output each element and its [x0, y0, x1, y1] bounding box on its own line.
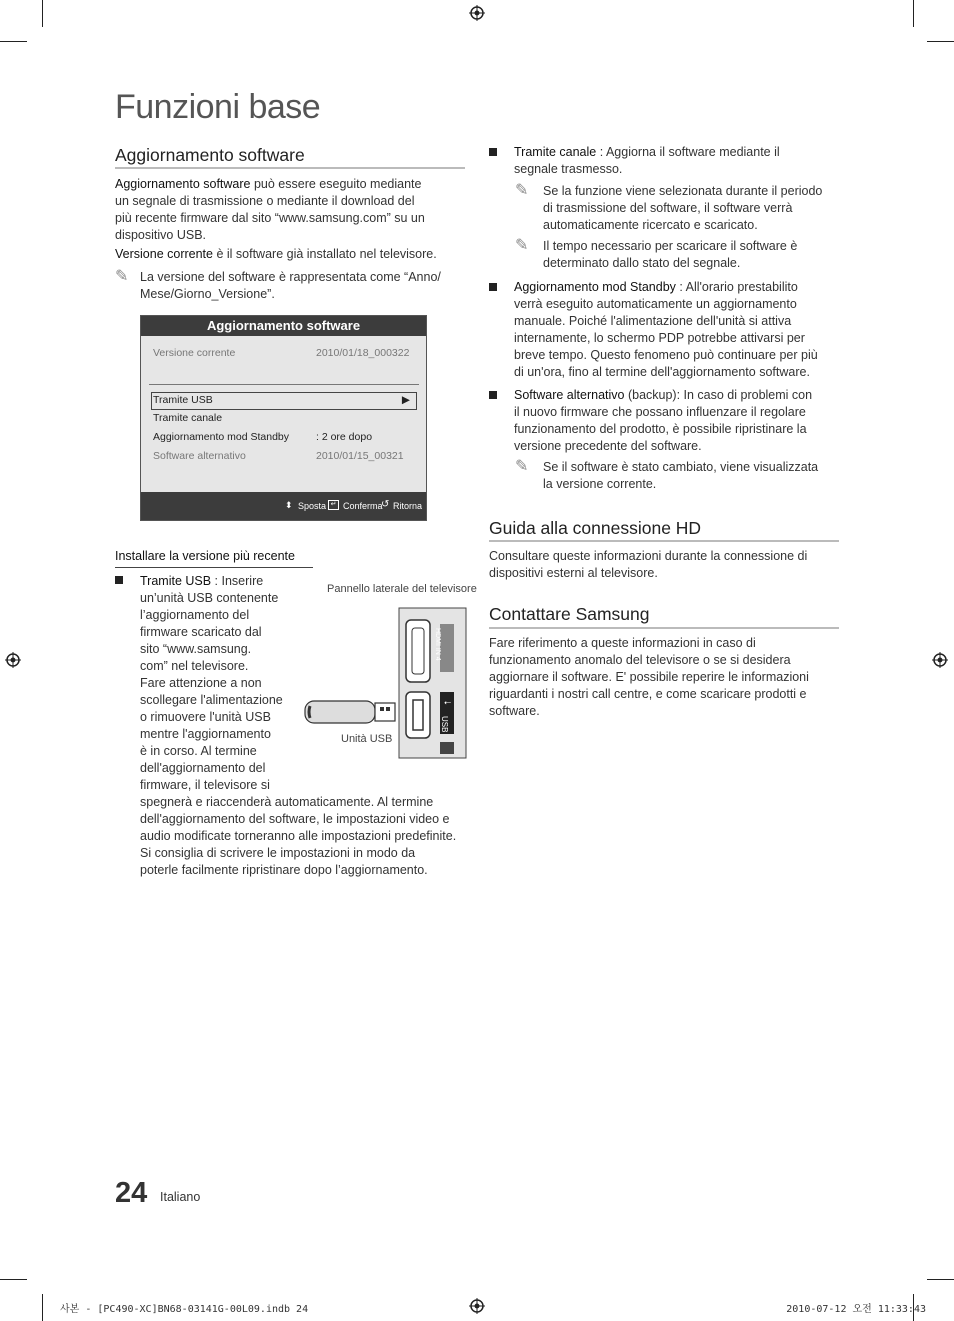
- osd-header: Aggiornamento software: [141, 316, 426, 336]
- osd-footer: ⬍ Sposta ↵ Conferma ↺ Ritorna: [141, 492, 426, 520]
- section-heading-hd: Guida alla connessione HD: [489, 518, 702, 538]
- usb-caption: Unità USB: [341, 733, 393, 745]
- standby-text: Aggiornamento mod Standby : All'orario prestabilito verrà eseguito automaticamente un aggiornamento manuale. Poiché l'alimentazione dell'unità si attiva internamente, lo schermo PDP potrebbe attivarsi per breve tempo. Questo fenomeno può continuare per più di un'ora, fino al termine dell'aggiornamento software.: [514, 280, 818, 379]
- channel-note-1: Se la funzione viene selezionata durante il periodo di trasmissione del software, il software verrà automaticamente ricercato e scaricato.: [543, 184, 823, 232]
- usb-symbol-icon: ⭠: [444, 697, 452, 707]
- bullet-square-icon: [489, 283, 497, 291]
- crop-mark: [927, 1279, 954, 1280]
- bullet-square-icon: [489, 391, 497, 399]
- bold-term: Tramite canale: [514, 145, 597, 159]
- osd-current-value: 2010/01/18_000322: [316, 347, 410, 359]
- crop-mark: [913, 0, 914, 27]
- arrow-right-icon: ▶: [401, 394, 410, 406]
- page-number: 24: [115, 1177, 148, 1209]
- version-note: La versione del software è rappresentata come “Anno/ Mese/Giorno_Versione”.: [140, 270, 441, 301]
- osd-current-label: Versione corrente: [153, 347, 236, 359]
- usb-illustration: [300, 606, 470, 760]
- enter-icon: ↵: [328, 500, 339, 510]
- install-usb-text-narrow: Tramite USB : Inserire un’unità USB contenente l’aggiornamento del firmware scaricato dal sito “www.samsung. com” nel televisore. Fare attenzione a non scollegare l'alimentazione o rimuovere l'unità USB mentre l'aggiornamento è in corso. Al termine dell'aggiornamento del firmware, il televisore si: [140, 574, 283, 792]
- bold-term: Tramite USB: [140, 574, 212, 588]
- heading-rule: [489, 627, 839, 629]
- bold-term: Software alternativo: [514, 388, 625, 402]
- install-heading: Installare la versione più recente: [115, 549, 295, 563]
- note-pencil-icon: ✎: [115, 268, 129, 285]
- osd-item-usb[interactable]: Tramite USB ▶: [151, 392, 417, 410]
- bold-term: Aggiornamento software: [115, 177, 251, 191]
- updown-icon: ⬍: [285, 500, 293, 510]
- section-heading-samsung: Contattare Samsung: [489, 604, 650, 624]
- hdmi-port-label: HDMI IN 4: [434, 628, 441, 661]
- alternative-note: Se il software è stato cambiato, viene visualizzata la versione corrente.: [543, 460, 819, 491]
- osd-item-alternative[interactable]: Software alternativo: [153, 450, 246, 462]
- heading-rule: [115, 167, 465, 169]
- heading-rule: [489, 540, 839, 542]
- usb-port-label: USB: [440, 716, 449, 733]
- page-language: Italiano: [160, 1190, 201, 1204]
- print-file-name: 사본 - [PC490-XC]BN68-03141G-00L09.indb 24: [60, 1304, 309, 1315]
- osd-standby-value: : 2 ore dopo: [316, 431, 373, 443]
- registration-mark-icon: [469, 1298, 485, 1314]
- crop-mark: [0, 1279, 27, 1280]
- osd-software-update-menu: [140, 315, 427, 521]
- crop-mark: [42, 1294, 43, 1321]
- bullet-square-icon: [115, 576, 123, 584]
- bold-term: Aggiornamento mod Standby: [514, 280, 676, 294]
- osd-item-channel[interactable]: Tramite canale: [153, 412, 223, 424]
- channel-text: Tramite canale : Aggiorna il software mediante il segnale trasmesso.: [514, 145, 780, 176]
- crop-mark: [927, 41, 954, 42]
- alternative-text: Software alternativo (backup): In caso di problemi con il nuovo firmware che possano influenzare il regolare funzionamento del prodotto, è possibile ripristinare la versione precedente del software.: [514, 388, 813, 453]
- page-title: Funzioni base: [115, 88, 321, 126]
- crop-mark: [0, 41, 27, 42]
- print-date: 2010-07-12 오전 11:33:43: [786, 1304, 926, 1315]
- registration-mark-icon: [469, 5, 485, 21]
- osd-divider: [149, 384, 419, 385]
- note-pencil-icon: ✎: [515, 237, 529, 254]
- install-usb-text-wide: spegnerà e riaccenderà automaticamente. Al termine dell'aggiornamento del software, le impostazioni video e audio modificate torneranno alle impostazioni predefinite. Si consiglia di scrivere le impostazioni in modo da poterle facilmente ripristinare dopo l’aggiornamento.: [140, 795, 457, 877]
- registration-mark-icon: [5, 652, 21, 668]
- heading-underline: [115, 567, 313, 568]
- section-heading-software-update: Aggiornamento software: [115, 145, 305, 165]
- note-pencil-icon: ✎: [515, 182, 529, 199]
- osd-item-standby[interactable]: Aggiornamento mod Standby: [153, 431, 290, 443]
- note-pencil-icon: ✎: [515, 458, 529, 475]
- bold-term: Versione corrente: [115, 247, 213, 261]
- hd-text: Consultare queste informazioni durante la connessione di dispositivi esterni al televisore.: [489, 549, 808, 580]
- panel-caption: Pannello laterale del televisore: [327, 583, 477, 595]
- channel-note-2: Il tempo necessario per scaricare il software è determinato dallo stato del segnale.: [543, 239, 798, 270]
- crop-mark: [42, 0, 43, 27]
- bullet-square-icon: [489, 148, 497, 156]
- registration-mark-icon: [932, 652, 948, 668]
- return-icon: ↺: [381, 499, 390, 510]
- samsung-text: Fare riferimento a queste informazioni in caso di funzionamento anomalo del televisore o se si desidera aggiornare il software. E' possibile reperire le informazioni riguardanti i nostri call centre, e come scaricare prodotti e software.: [489, 636, 809, 718]
- software-intro: Aggiornamento software può essere eseguito mediante un segnale di trasmissione o mediante il download del più recente firmware dal sito “www.samsung.com” su un dispositivo USB. Versione corrente è il software già installato nel televisore.: [115, 177, 437, 261]
- osd-alternative-value: 2010/01/15_00321: [316, 450, 404, 462]
